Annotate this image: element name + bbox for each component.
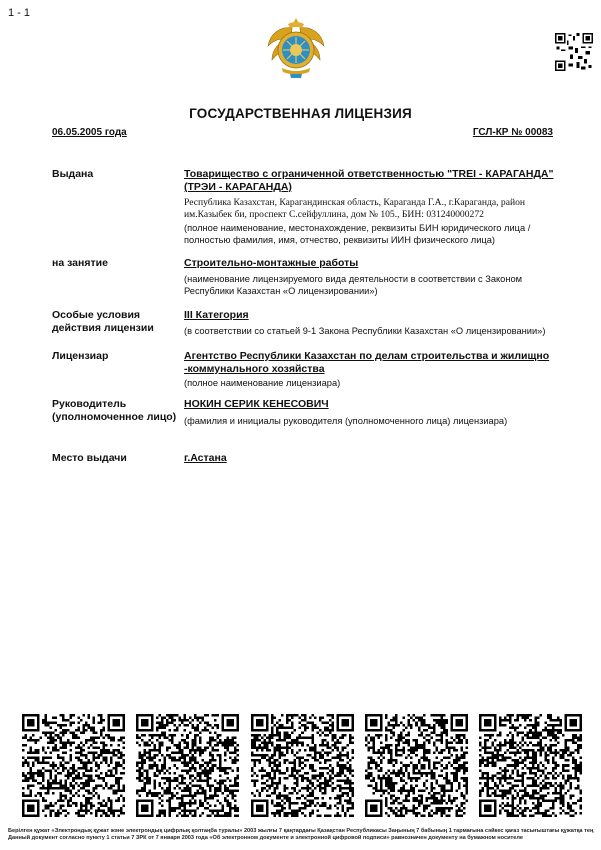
qr-code-strip (22, 714, 582, 822)
head-value: НОКИН СЕРИК КЕНЕСОВИЧ (184, 398, 329, 410)
licensor-value-line2: -коммунального хозяйства (184, 363, 325, 375)
licensor-value (184, 350, 564, 376)
activity-note (184, 273, 569, 297)
conditions-value: III Категория (184, 309, 249, 321)
place-label: Место выдачи (52, 452, 127, 464)
qr-code-icon (479, 714, 582, 817)
qr-code-icon (555, 33, 593, 71)
licensee-name-line2: (ТРЭИ - КАРАГАНДА) (184, 181, 292, 193)
licensor-note: (полное наименование лицензиара) (184, 378, 341, 388)
document-title: ГОСУДАРСТВЕННАЯ ЛИЦЕНЗИЯ (189, 106, 412, 121)
conditions-label (52, 309, 154, 335)
activity-note-line2: Республики Казахстан «О лицензировании») (184, 286, 378, 296)
licensee-note (184, 222, 569, 246)
head-note: (фамилия и инициалы руководителя (уполномоченного лица) лицензиара) (184, 416, 508, 426)
head-label-line2: (уполномоченное лицо) (52, 411, 177, 423)
conditions-note: (в соответствии со статьей 9-1 Закона Республики Казахстан «О лицензировании») (184, 326, 546, 336)
issue-date: 06.05.2005 года (52, 127, 127, 138)
licensor-value-line1: Агентство Республики Казахстан по делам строительства и жилищно (184, 350, 550, 362)
licensee-note-line2: полностью фамилия, имя, отчество, реквизиты ИИН физического лица) (184, 235, 495, 245)
licensee-address-line2: им.Казыбек би, проспект С.сейфуллина, дом № 105., БИН: 031240000272 (184, 209, 484, 220)
page-number: 1 - 1 (8, 7, 31, 19)
licensee-note-line1: (полное наименование, местонахождение, реквизиты БИН юридического лица / (184, 223, 531, 233)
conditions-label-line1: Особые условия (52, 309, 141, 321)
activity-value: Строительно-монтажные работы (184, 257, 359, 269)
licensee-address-line1: Республика Казахстан, Карагандинская область, Караганда Г.А., г.Караганда, район (184, 197, 526, 208)
qr-code-icon (251, 714, 354, 817)
head-label-line1: Руководитель (52, 398, 127, 410)
licensee-name-line1: Товарищество с ограниченной ответственностью "TREI - КАРАГАНДА" (184, 168, 554, 180)
activity-note-line1: (наименование лицензируемого вида деятельности в соответствии с Законом (184, 274, 523, 284)
qr-code-icon (365, 714, 468, 817)
license-number: ГСЛ-КР № 00083 (472, 127, 553, 138)
licensee-name (184, 168, 564, 194)
issued-to-label: Выдана (52, 168, 94, 180)
footer-line2: Данный документ согласно пункту 1 статьи 7 ЗРК от 7 января 2003 года «Об электронном документе и электронной цифровой подписи» равнозначен документу на бумажном носителе (8, 835, 523, 841)
conditions-label-line2: действия лицензии (52, 322, 154, 334)
licensor-label: Лицензиар (52, 350, 109, 362)
qr-code-icon (22, 714, 125, 817)
footer-legal-text (8, 828, 594, 842)
footer-line1: Берілген құжат «Электрондық құжат және электрондық цифрлық қолтаңба туралы» 2003 жылғы 7 қаңтардағы Қазақстан Республикасы Заңының 7 бабының 1 тармағына сәйкес қағаз тасығыштағы құжатқа тең (8, 828, 594, 834)
activity-label: на занятие (52, 257, 108, 269)
place-value: г.Астана (184, 452, 227, 464)
kazakhstan-state-emblem-icon (262, 14, 330, 82)
qr-code-icon (136, 714, 239, 817)
licensee-address (184, 197, 569, 221)
head-label (52, 398, 176, 424)
